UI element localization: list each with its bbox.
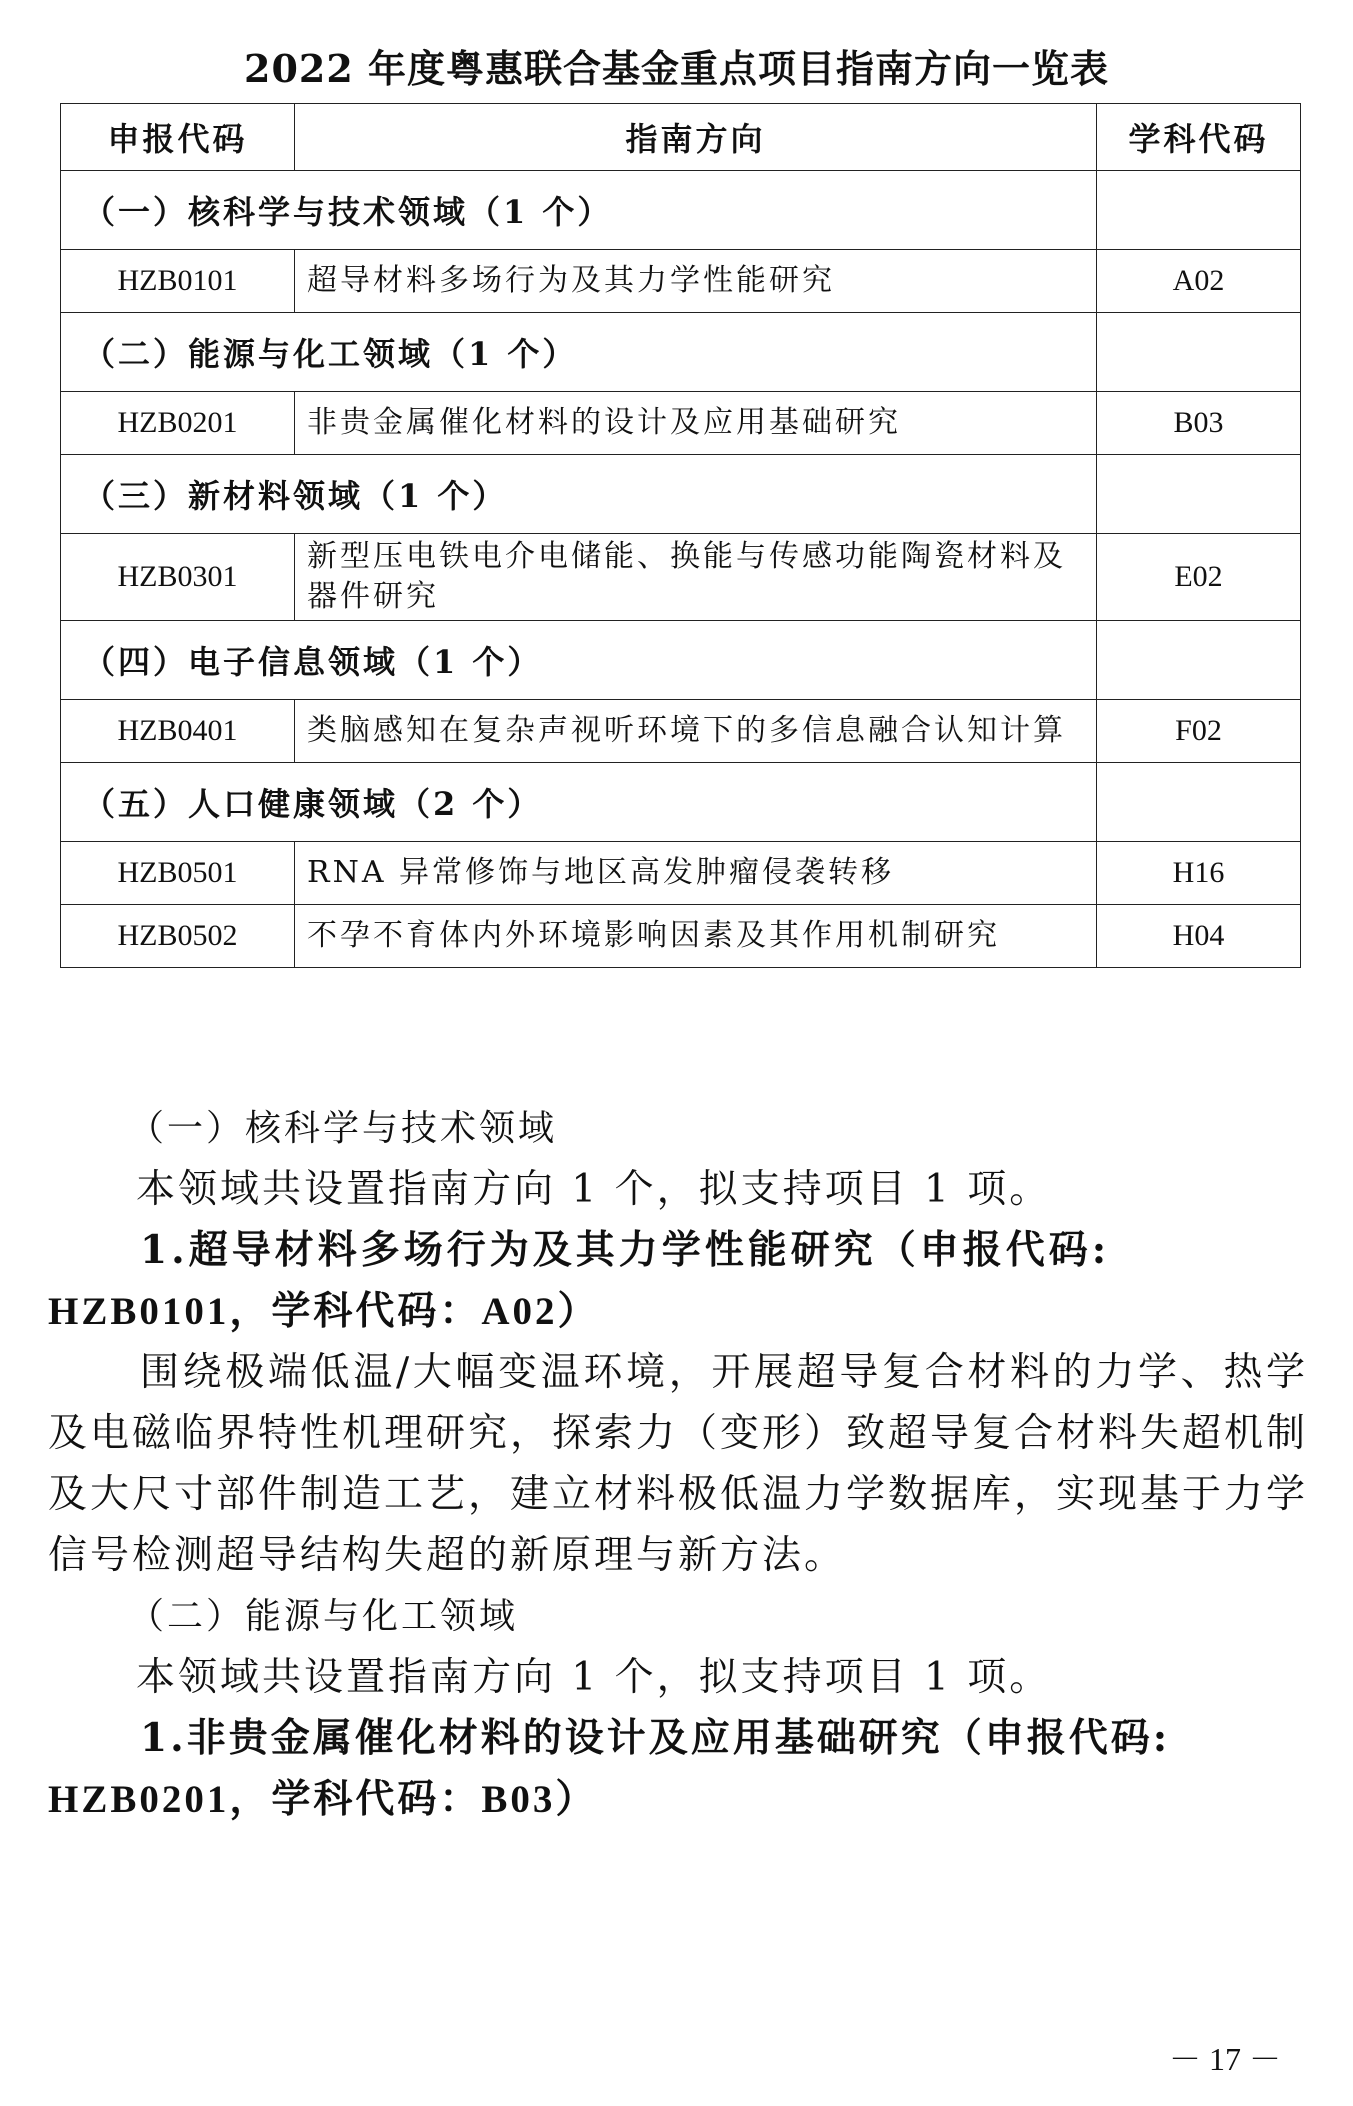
section-summary: 本领域共设置指南方向 1 个，拟支持项目 1 项。 [136, 1655, 1052, 1700]
guide-direction-table [60, 103, 1301, 968]
subject-cell: F02 [1097, 700, 1301, 763]
table-row [61, 905, 1301, 968]
section-empty-cell [1097, 171, 1301, 250]
table-row [61, 700, 1301, 763]
table-row [61, 392, 1301, 455]
section-row [61, 455, 1301, 534]
body-section-1 [48, 1098, 1308, 1830]
item-title-line: 1.超导材料多场行为及其力学性能研究（申报代码: [140, 1227, 1111, 1273]
subject-cell: B03 [1097, 392, 1301, 455]
page-number: － 17 － [1168, 2041, 1281, 2077]
direction-cell: 新型压电铁电介电储能、换能与传感功能陶瓷材料及器件研究 [295, 534, 1097, 621]
section-row [61, 763, 1301, 842]
table-row [61, 842, 1301, 905]
section-row [61, 313, 1301, 392]
section-row [61, 171, 1301, 250]
direction-cell: 类脑感知在复杂声视听环境下的多信息融合认知计算 [295, 700, 1097, 763]
header-code: 申报代码 [61, 104, 295, 171]
section-empty-cell [1097, 313, 1301, 392]
section-label: （四）电子信息领域（1 个） [61, 621, 1097, 700]
section-empty-cell [1097, 621, 1301, 700]
section-empty-cell [1097, 455, 1301, 534]
table-row [61, 534, 1301, 621]
table-header-row [61, 104, 1301, 171]
code-cell: HZB0301 [61, 534, 295, 621]
section-empty-cell [1097, 763, 1301, 842]
item-title-line: 1.非贵金属催化材料的设计及应用基础研究（申报代码: [140, 1715, 1171, 1761]
section-summary: 本领域共设置指南方向 1 个，拟支持项目 1 项。 [136, 1167, 1052, 1212]
code-cell: HZB0201 [61, 392, 295, 455]
subject-cell: A02 [1097, 250, 1301, 313]
item-description: 围绕极端低温/大幅变温环境，开展超导复合材料的力学、热学及电磁临界特性机理研究，探索力（变形）致超导复合材料失超机制及大尺寸部件制造工艺，建立材料极低温力学数据库，实现基于力学信号检测超导结构失超的新原理与新方法。 [48, 1350, 1309, 1578]
direction-cell: RNA 异常修饰与地区高发肿瘤侵袭转移 [295, 842, 1097, 905]
subject-cell: H04 [1097, 905, 1301, 968]
table-row [61, 250, 1301, 313]
direction-cell: 非贵金属催化材料的设计及应用基础研究 [295, 392, 1097, 455]
code-cell: HZB0502 [61, 905, 295, 968]
section-row [61, 621, 1301, 700]
direction-cell: 超导材料多场行为及其力学性能研究 [295, 250, 1097, 313]
item-title-line: HZB0201，学科代码：B03） [48, 1778, 598, 1821]
code-cell: HZB0401 [61, 700, 295, 763]
header-direction: 指南方向 [295, 104, 1097, 171]
item-title-line: HZB0101，学科代码：A02） [48, 1290, 600, 1333]
subject-cell: E02 [1097, 534, 1301, 621]
section-label: （一）核科学与技术领域（1 个） [61, 171, 1097, 250]
section-label: （二）能源与化工领域（1 个） [61, 313, 1097, 392]
code-cell: HZB0501 [61, 842, 295, 905]
document-title: 2022 年度粤惠联合基金重点项目指南方向一览表 [244, 46, 1109, 91]
header-subject: 学科代码 [1097, 104, 1301, 171]
section-heading: （一）核科学与技术领域 [128, 1108, 558, 1149]
section-label: （五）人口健康领域（2 个） [61, 763, 1097, 842]
section-heading: （二）能源与化工领域 [128, 1596, 519, 1637]
code-cell: HZB0101 [61, 250, 295, 313]
section-label: （三）新材料领域（1 个） [61, 455, 1097, 534]
direction-cell: 不孕不育体内外环境影响因素及其作用机制研究 [295, 905, 1097, 968]
subject-cell: H16 [1097, 842, 1301, 905]
